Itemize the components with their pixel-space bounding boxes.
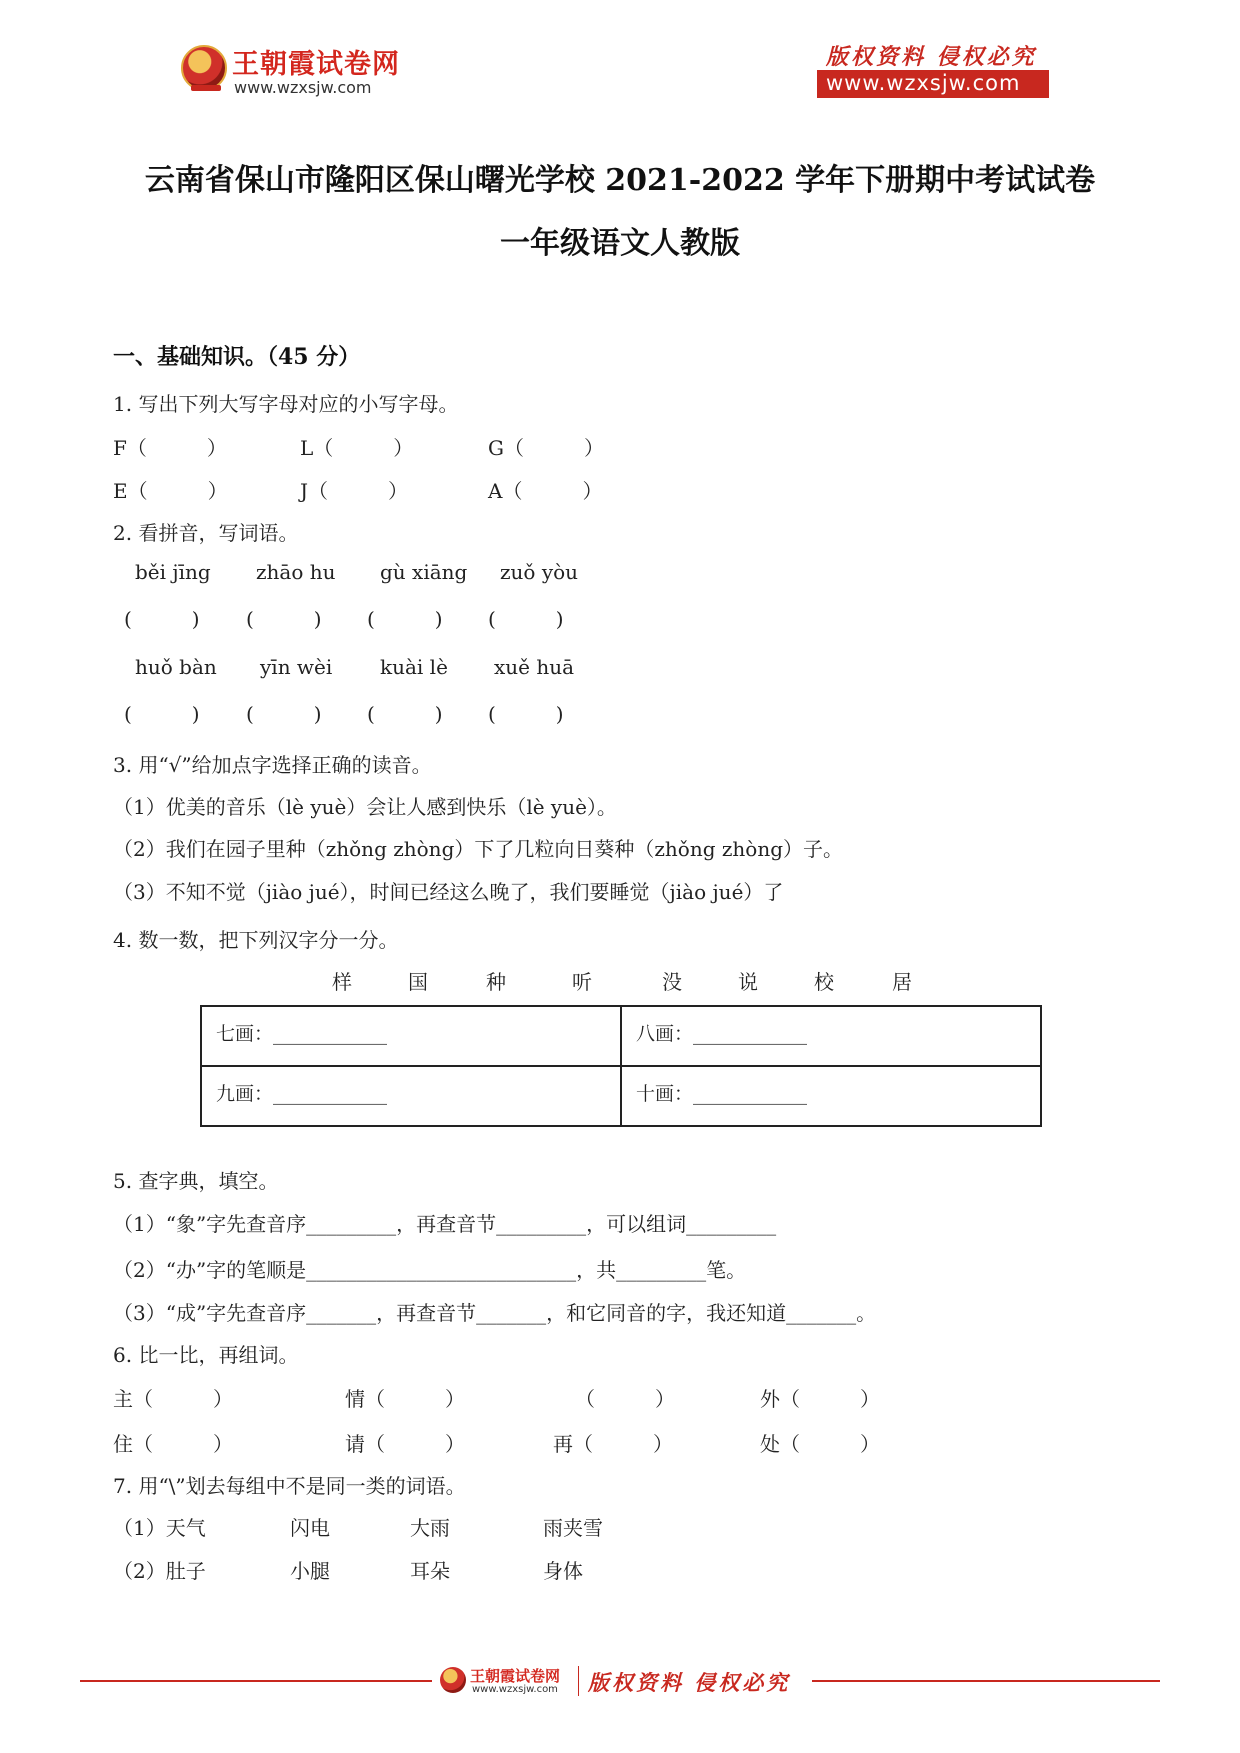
- q6-item: （ ）: [575, 1387, 675, 1411]
- q7-word: 雨夹雪: [543, 1516, 603, 1540]
- question-7-prompt: 7. 用“\”划去每组中不是同一类的词语。: [113, 1474, 466, 1498]
- brand-name: 王朝霞试卷网: [232, 49, 400, 80]
- q5-item: （3）“成”字先查音序_______，再查音节_______，和它同音的字，我还知道_______。: [113, 1301, 877, 1325]
- q6-item: 处（ ）: [760, 1432, 880, 1456]
- q6-item: 再（ ）: [553, 1432, 673, 1456]
- pinyin: kuài lè: [380, 655, 448, 679]
- answer-blank: ( ): [367, 702, 443, 726]
- question-1-prompt: 1. 写出下列大写字母对应的小写字母。: [113, 392, 459, 416]
- q3-item: （1）优美的音乐（lè yuè）会让人感到快乐（lè yuè）。: [113, 795, 617, 819]
- stroke-cell-8[interactable]: 八画：____________: [621, 1006, 1041, 1066]
- pinyin: yīn wèi: [260, 655, 333, 679]
- q6-item: 住（ ）: [113, 1432, 233, 1456]
- question-2-prompt: 2. 看拼音，写词语。: [113, 521, 299, 545]
- q7-word: 大雨: [410, 1516, 450, 1540]
- pinyin: zhāo hu: [256, 560, 336, 584]
- footer-url: www.wzxsjw.com: [472, 1684, 558, 1695]
- q6-item: 外（ ）: [760, 1387, 880, 1411]
- q1-item: E（ ）: [113, 479, 228, 503]
- footer-brand: 王朝霞试卷网: [470, 1667, 561, 1685]
- logo-ribbon: [191, 85, 221, 91]
- q6-item: 情（ ）: [345, 1387, 465, 1411]
- q6-item: 请（ ）: [345, 1432, 465, 1456]
- question-3-prompt: 3. 用“√”给加点字选择正确的读音。: [113, 753, 432, 777]
- footer-rule-left: [80, 1680, 432, 1682]
- q1-item: A（ ）: [488, 479, 603, 503]
- stroke-count-table: [200, 1005, 1042, 1127]
- copyright-notice: 版权资料 侵权必究: [826, 44, 1037, 70]
- q7-word: 耳朵: [410, 1559, 450, 1583]
- hanzi: 居: [892, 970, 912, 994]
- answer-blank: ( ): [488, 702, 564, 726]
- footer-logo-icon: [440, 1667, 466, 1693]
- stroke-cell-7[interactable]: 七画：____________: [201, 1006, 621, 1066]
- answer-blank: ( ): [246, 607, 322, 631]
- pinyin: gù xiāng: [380, 560, 468, 584]
- pinyin: zuǒ yòu: [500, 560, 579, 584]
- answer-blank: ( ): [488, 607, 564, 631]
- question-4-prompt: 4. 数一数，把下列汉字分一分。: [113, 928, 399, 952]
- q7-word: 闪电: [290, 1516, 330, 1540]
- q7-word: 小腿: [290, 1559, 330, 1583]
- pinyin: běi jīng: [135, 560, 211, 584]
- q5-item: （1）“象”字先查音序_________，再查音节_________，可以组词_________: [113, 1212, 777, 1236]
- q7-word: （1）天气: [113, 1516, 206, 1540]
- footer-rule-right: [812, 1680, 1160, 1682]
- footer-copyright: 版权资料 侵权必究: [588, 1670, 791, 1695]
- q3-item: （2）我们在园子里种（zhǒng zhòng）下了几粒向日葵种（zhǒng zhòng）子。: [113, 837, 844, 861]
- question-5-prompt: 5. 查字典，填空。: [113, 1169, 279, 1193]
- q1-item: L（ ）: [300, 436, 414, 460]
- q7-word: 身体: [543, 1559, 583, 1583]
- hanzi: 校: [814, 970, 834, 994]
- pinyin: huǒ bàn: [135, 655, 217, 679]
- stroke-cell-9[interactable]: 九画：____________: [201, 1066, 621, 1126]
- answer-blank: ( ): [124, 607, 200, 631]
- hanzi: 样: [332, 970, 352, 994]
- page-subtitle: 一年级语文人教版: [500, 226, 740, 261]
- pinyin: xuě huā: [494, 655, 575, 679]
- hanzi: 听: [572, 970, 592, 994]
- hanzi: 国: [408, 970, 428, 994]
- hanzi: 说: [738, 970, 758, 994]
- page-title: 云南省保山市隆阳区保山曙光学校 2021-2022 学年下册期中考试试卷: [144, 163, 1096, 198]
- q7-word: （2）肚子: [113, 1559, 206, 1583]
- q1-item: G（ ）: [488, 436, 604, 460]
- q3-item: （3）不知不觉（jiào jué），时间已经这么晚了，我们要睡觉（jiào jué）了: [113, 880, 784, 904]
- stroke-cell-10[interactable]: 十画：____________: [621, 1066, 1041, 1126]
- q1-item: F（ ）: [113, 436, 227, 460]
- q5-item: （2）“办”字的笔顺是___________________________，共_________笔。: [113, 1258, 747, 1282]
- section-heading: 一、基础知识。（45 分）: [113, 344, 361, 370]
- brand-url: www.wzxsjw.com: [234, 78, 372, 97]
- question-6-prompt: 6. 比一比，再组词。: [113, 1343, 299, 1367]
- q1-item: J（ ）: [300, 479, 409, 503]
- answer-blank: ( ): [246, 702, 322, 726]
- answer-blank: ( ): [367, 607, 443, 631]
- footer-separator: [578, 1666, 579, 1696]
- hanzi: 种: [486, 970, 506, 994]
- q6-item: 主（ ）: [113, 1387, 233, 1411]
- copyright-url: www.wzxsjw.com: [826, 71, 1021, 95]
- hanzi: 没: [662, 970, 682, 994]
- answer-blank: ( ): [124, 702, 200, 726]
